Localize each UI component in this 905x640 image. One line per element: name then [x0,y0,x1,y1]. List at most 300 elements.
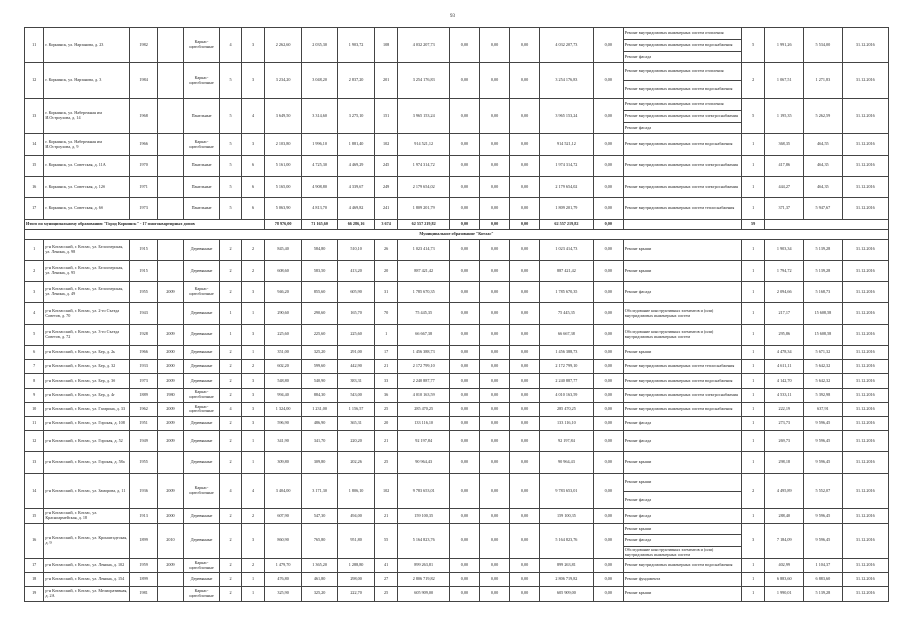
living-area: 4 813,70 [301,198,337,219]
entrances: 2 [241,239,265,260]
reconstruction-year: 2009 [158,324,184,345]
wall-material: Деревянные [183,416,219,430]
row-number: 12 [25,431,44,452]
wall-material: Каркас-щитоблочные [183,587,219,601]
fund-regional: 0,00 [479,155,509,176]
other-funds: 0,00 [593,63,623,99]
wall-material: Деревянные [183,239,219,260]
living-area: 4 908,80 [301,176,337,197]
living-area: 583,50 [301,260,337,281]
fund-federal: 0,00 [449,402,479,416]
works-count: 1 [741,452,765,473]
reconstruction-year: 2010 [158,523,184,558]
floors: 5 [220,176,241,197]
floors: 2 [220,431,241,452]
works-count: 1 [741,388,765,402]
repair-work: Обследование конструктивных элементов и (или) внутридомовых инженерных систем [623,324,741,345]
build-year: 1955 [130,452,158,473]
living-area: 1 365,20 [301,558,337,572]
cost-limit: 5 168,73 [804,282,843,303]
table-row [25,134,889,155]
floors: 2 [220,523,241,558]
completion-date: 31.12.2016 [842,388,888,402]
entrances: 6 [241,155,265,176]
fund-federal: 0,00 [449,388,479,402]
fund-regional: 0,00 [479,260,509,281]
fund-regional: 0,00 [479,402,509,416]
fund-federal: 0,00 [449,282,479,303]
works-count: 1 [741,346,765,360]
repair-cost: 2 179 654,02 [398,176,450,197]
completion-date: 31.12.2016 [842,176,888,197]
completion-date: 31.12.2016 [842,346,888,360]
fund-local: 0,00 [510,402,540,416]
fund-federal: 0,00 [449,374,479,388]
works-count: 1 [741,303,765,324]
row-number: 11 [25,416,44,430]
fund-regional: 0,00 [479,282,509,303]
fund-regional: 0,00 [479,473,509,509]
wall-material: Деревянные [183,346,219,360]
owners-funds: 159 100,35 [540,509,594,523]
reconstruction-year: 2009 [158,416,184,430]
reconstruction-year: 2009 [158,558,184,572]
completion-date: 31.12.2016 [842,303,888,324]
entrances: 1 [241,346,265,360]
completion-date: 31.12.2016 [842,360,888,374]
floors: 5 [220,98,241,133]
total-area: 845,40 [265,239,301,260]
fund-federal: 0,00 [449,260,479,281]
owners-funds: 1 809 201,79 [540,198,594,219]
owned-area: 383,31 [338,374,374,388]
table-row [25,98,889,110]
fund-regional: 0,00 [479,431,509,452]
living-area: 341,70 [301,431,337,452]
table-row [25,28,889,40]
owners-funds: 4 010 163,59 [540,388,594,402]
unit-cost: 4 495,89 [765,473,804,509]
reconstruction-year [158,452,184,473]
entrances: 1 [241,587,265,601]
row-number: 4 [25,303,44,324]
total-empty [765,219,889,229]
repair-work: Ремонт внутридомовых инженерных систем электроснабжения [623,155,741,176]
address: р-н Котласский, г. Котлас, ул. Кронштадтская, д. 9 [44,523,130,558]
cost-limit: 5 139,28 [804,239,843,260]
address: р-н Котласский, г. Котлас, ул. Горская, д. 108 [44,416,130,430]
reconstruction-year: 2009 [158,431,184,452]
owned-area: 291,00 [338,346,374,360]
owners-funds: 133 116,10 [540,416,594,430]
living-area: 325,20 [301,587,337,601]
repair-cost: 66 667,38 [398,324,450,345]
table-row [25,346,889,360]
wall-material: Деревянные [183,431,219,452]
repair-cost: 92 197,84 [398,431,450,452]
total-area: 351,00 [265,346,301,360]
other-funds: 0,00 [593,431,623,452]
fund-local: 0,00 [510,374,540,388]
owned-area: 298,00 [338,573,374,587]
owned-area: 413,20 [338,260,374,281]
wall-material: Деревянные [183,303,219,324]
living-area: 3 171,30 [301,473,337,509]
unit-cost: 402,99 [765,558,804,572]
works-count: 1 [741,134,765,155]
owners-funds: 92 197,84 [540,431,594,452]
total-area: 3 234,20 [265,63,301,99]
build-year: 1899 [130,523,158,558]
completion-date: 31.12.2016 [842,431,888,452]
repair-work: Ремонт фасада [623,51,741,63]
total-area: 946,20 [265,282,301,303]
total-area: 3 649,50 [265,98,301,133]
table-row [25,416,889,430]
completion-date: 31.12.2016 [842,324,888,345]
address: г. Корнинск, ул. Советская, д. 12б [44,176,130,197]
owned-area: 4 339,67 [338,176,374,197]
owners-funds: 4 032 207,73 [540,28,594,63]
table-row [25,260,889,281]
reconstruction-year [158,28,184,63]
completion-date: 31.12.2016 [842,155,888,176]
cost-limit: 9 596,45 [804,452,843,473]
cost-limit: 15 608,58 [804,303,843,324]
reconstruction-year: 1980 [158,388,184,402]
other-funds: 0,00 [593,416,623,430]
wall-material: Панельные [183,198,219,219]
fund-regional: 0,00 [479,452,509,473]
completion-date: 31.12.2016 [842,63,888,99]
repair-work: Ремонт внутридомовых инженерных систем отопления [623,28,741,40]
floors: 1 [220,303,241,324]
owned-area: 1 903,72 [338,28,374,63]
fund-local: 0,00 [510,63,540,99]
total-area: 5 063,90 [265,198,301,219]
repair-work: Ремонт фасада [623,282,741,303]
works-count: 1 [741,431,765,452]
entrances: 3 [241,282,265,303]
total-cost: 62 557 219,82 [398,219,450,229]
fund-federal: 0,00 [449,28,479,63]
owners-funds: 2 179 654,02 [540,176,594,197]
wall-material: Деревянные [183,523,219,558]
floors: 2 [220,239,241,260]
other-funds: 0,00 [593,452,623,473]
repair-work: Ремонт внутридомовых инженерных систем водоснабжения [623,402,741,416]
reconstruction-year: 2000 [158,346,184,360]
completion-date: 31.12.2016 [842,558,888,572]
row-number: 18 [25,573,44,587]
row-number: 17 [25,558,44,572]
floors: 1 [220,324,241,345]
completion-date: 31.12.2016 [842,509,888,523]
entrances: 3 [241,134,265,155]
residents: 25 [374,587,398,601]
repair-cost: 2 240 887,77 [398,374,450,388]
fund-local: 0,00 [510,388,540,402]
table-row [25,452,889,473]
total-own: 62 557 219,82 [540,219,594,229]
other-funds: 0,00 [593,473,623,509]
living-area: 309,80 [301,452,337,473]
address: г. Корнинск, ул. Советская, д. 6б [44,198,130,219]
living-area: 1 996,10 [301,134,337,155]
total-area: 341,90 [265,431,301,452]
residents: 36 [374,388,398,402]
fund-federal: 0,00 [449,303,479,324]
completion-date: 31.12.2016 [842,587,888,601]
total-s3: 66 286,16 [338,219,374,229]
unit-cost: 7 184,09 [765,523,804,558]
other-funds: 0,00 [593,155,623,176]
repair-cost: 4 032 207,73 [398,28,450,63]
build-year: 1984 [130,63,158,99]
wall-material: Каркас-щитоблочные [183,282,219,303]
wall-material: Каркас-щитоблочные [183,63,219,99]
address: г. Корнинск, ул. Набережная им И.Остроухова, д. 9 [44,134,130,155]
repair-cost: 5 164 823,76 [398,523,450,558]
reconstruction-year [158,198,184,219]
completion-date: 31.12.2016 [842,473,888,509]
build-year: 1959 [130,558,158,572]
wall-material: Каркас-щитоблочные [183,28,219,63]
completion-date: 31.12.2016 [842,416,888,430]
other-funds: 0,00 [593,360,623,374]
residents: 108 [374,28,398,63]
owned-area: 165,70 [338,303,374,324]
completion-date: 31.12.2016 [842,374,888,388]
repair-work: Ремонт фасада [623,535,741,547]
other-funds: 0,00 [593,402,623,416]
entrances: 3 [241,416,265,430]
living-area: 540,90 [301,374,337,388]
entrances: 6 [241,198,265,219]
unit-cost: 4 611,11 [765,360,804,374]
fund-federal: 0,00 [449,324,479,345]
fund-local: 0,00 [510,176,540,197]
repair-cost: 3 965 153,24 [398,98,450,133]
residents: 31 [374,282,398,303]
repair-cost: 1 456 388,73 [398,346,450,360]
floors: 2 [220,282,241,303]
table-row [25,431,889,452]
owners-funds: 914 521,12 [540,134,594,155]
floors: 2 [220,509,241,523]
address: г. Корнинск, ул. Советская, д. 11А [44,155,130,176]
fund-federal: 0,00 [449,523,479,558]
owned-area: 225,60 [338,324,374,345]
living-area: 3 048,20 [301,63,337,99]
residents: 245 [374,155,398,176]
fund-regional: 0,00 [479,239,509,260]
residents: 20 [374,416,398,430]
row-number: 12 [25,63,44,99]
unit-cost: 295,86 [765,324,804,345]
other-funds: 0,00 [593,324,623,345]
completion-date: 31.12.2016 [842,134,888,155]
unit-cost: 222,19 [765,402,804,416]
address: р-н Котласский, г. Котлас, ул. Ленина, д. 102 [44,558,130,572]
unit-cost: 273,73 [765,416,804,430]
owned-area: 202,26 [338,452,374,473]
owned-area: 605,90 [338,282,374,303]
repair-work: Ремонт крыши [623,452,741,473]
floors: 2 [220,452,241,473]
owned-area: 220,20 [338,431,374,452]
unit-cost: 417,86 [765,155,804,176]
floors: 2 [220,573,241,587]
table-row [25,374,889,388]
table-row [25,176,889,197]
address: р-н Котласский, г. Котлас, ул. Мелиоративная, д. 2А [44,587,130,601]
wall-material: Панельные [183,176,219,197]
fund-federal: 0,00 [449,573,479,587]
fund-federal: 0,00 [449,198,479,219]
row-number: 3 [25,282,44,303]
total-row [25,219,889,229]
residents: 241 [374,198,398,219]
table-row [25,388,889,402]
cost-limit: 15 608,58 [804,324,843,345]
other-funds: 0,00 [593,374,623,388]
other-funds: 0,00 [593,134,623,155]
build-year: 1913 [130,509,158,523]
build-year: 1889 [130,388,158,402]
repair-work: Ремонт внутридомовых инженерных систем электроснабжения [623,110,741,122]
owned-area: 1 156,57 [338,402,374,416]
repair-work: Ремонт внутридомовых инженерных систем отопления [623,98,741,110]
fund-regional: 0,00 [479,198,509,219]
fund-local: 0,00 [510,155,540,176]
works-count: 1 [741,239,765,260]
residents: 17 [374,346,398,360]
residents: 249 [374,176,398,197]
reconstruction-year [158,63,184,99]
residents: 102 [374,473,398,509]
entrances: 3 [241,402,265,416]
entrances: 1 [241,452,265,473]
fund-regional: 0,00 [479,134,509,155]
works-count: 2 [741,473,765,509]
unit-cost: 368,35 [765,134,804,155]
unit-cost: 4 478,34 [765,346,804,360]
cost-limit: 464,55 [804,134,843,155]
build-year: 1955 [130,282,158,303]
fund-regional: 0,00 [479,324,509,345]
other-funds: 0,00 [593,558,623,572]
total-ppl: 3 674 [374,219,398,229]
row-number: 11 [25,28,44,63]
reconstruction-year: 2000 [158,509,184,523]
row-number: 13 [25,98,44,133]
fund-regional: 0,00 [479,388,509,402]
fund-federal: 0,00 [449,239,479,260]
row-number: 2 [25,260,44,281]
wall-material: Деревянные [183,573,219,587]
build-year: 1928 [130,324,158,345]
wall-material: Деревянные [183,360,219,374]
repair-work: Обследование конструктивных элементов и (или) внутридомовых инженерных систем [623,547,741,559]
residents: 151 [374,98,398,133]
address: р-н Котласский, г. Котлас, ул. Горская, д. 52 [44,431,130,452]
completion-date: 31.12.2016 [842,198,888,219]
owned-area: 442,90 [338,360,374,374]
repair-cost: 285 470,25 [398,402,450,416]
build-year: 1966 [130,134,158,155]
cost-limit: 5 552,07 [804,473,843,509]
row-number: 19 [25,587,44,601]
repair-cost: 2 806 719,82 [398,573,450,587]
reconstruction-year: 2009 [158,282,184,303]
fund-federal: 0,00 [449,473,479,509]
repair-cost: 887 421,42 [398,260,450,281]
row-number: 17 [25,198,44,219]
floors: 5 [220,155,241,176]
other-funds: 0,00 [593,303,623,324]
unit-cost: 298,18 [765,452,804,473]
fund-regional: 0,00 [479,98,509,133]
row-number: 16 [25,176,44,197]
living-area: 584,80 [301,239,337,260]
total-area: 2 262,60 [265,28,301,63]
other-funds: 0,00 [593,98,623,133]
fund-local: 0,00 [510,282,540,303]
page-number: 93 [450,14,455,19]
cost-limit: 464,35 [804,176,843,197]
unit-cost: 6 883,60 [765,573,804,587]
unit-cost: 1 990,01 [765,587,804,601]
fund-regional: 0,00 [479,416,509,430]
unit-cost: 288,40 [765,509,804,523]
total-f3: 0,00 [510,219,540,229]
repair-work: Ремонт фасада [623,431,741,452]
residents: 21 [374,431,398,452]
fund-local: 0,00 [510,523,540,558]
table-row [25,155,889,176]
owners-funds: 2 806 719,82 [540,573,594,587]
fund-regional: 0,00 [479,360,509,374]
fund-local: 0,00 [510,198,540,219]
fund-local: 0,00 [510,509,540,523]
fund-regional: 0,00 [479,374,509,388]
living-area: 2 035,30 [301,28,337,63]
total-area: 5 165,00 [265,176,301,197]
wall-material: Каркас-щитоблочные [183,388,219,402]
repair-work: Ремонт фасада [623,509,741,523]
completion-date: 31.12.2016 [842,402,888,416]
total-works-empty [623,219,741,229]
unit-cost: 1 195,35 [765,98,804,133]
address: р-н Котласский, г. Котлас, ул. Заморова, д. 11 [44,473,130,509]
entrances: 1 [241,431,265,452]
total-area: 476,80 [265,573,301,587]
owners-funds: 1 974 314,72 [540,155,594,176]
living-area: 461,80 [301,573,337,587]
residents: 21 [374,509,398,523]
repair-work: Ремонт внутридомовых инженерных систем отопления [623,63,741,81]
entrances: 2 [241,260,265,281]
owned-area: 1 288,80 [338,558,374,572]
fund-regional: 0,00 [479,573,509,587]
owners-funds: 285 470,25 [540,402,594,416]
unit-cost: 217,17 [765,303,804,324]
table-row [25,239,889,260]
living-area: 855,60 [301,282,337,303]
row-number: 1 [25,239,44,260]
cost-limit: 637,91 [804,402,843,416]
